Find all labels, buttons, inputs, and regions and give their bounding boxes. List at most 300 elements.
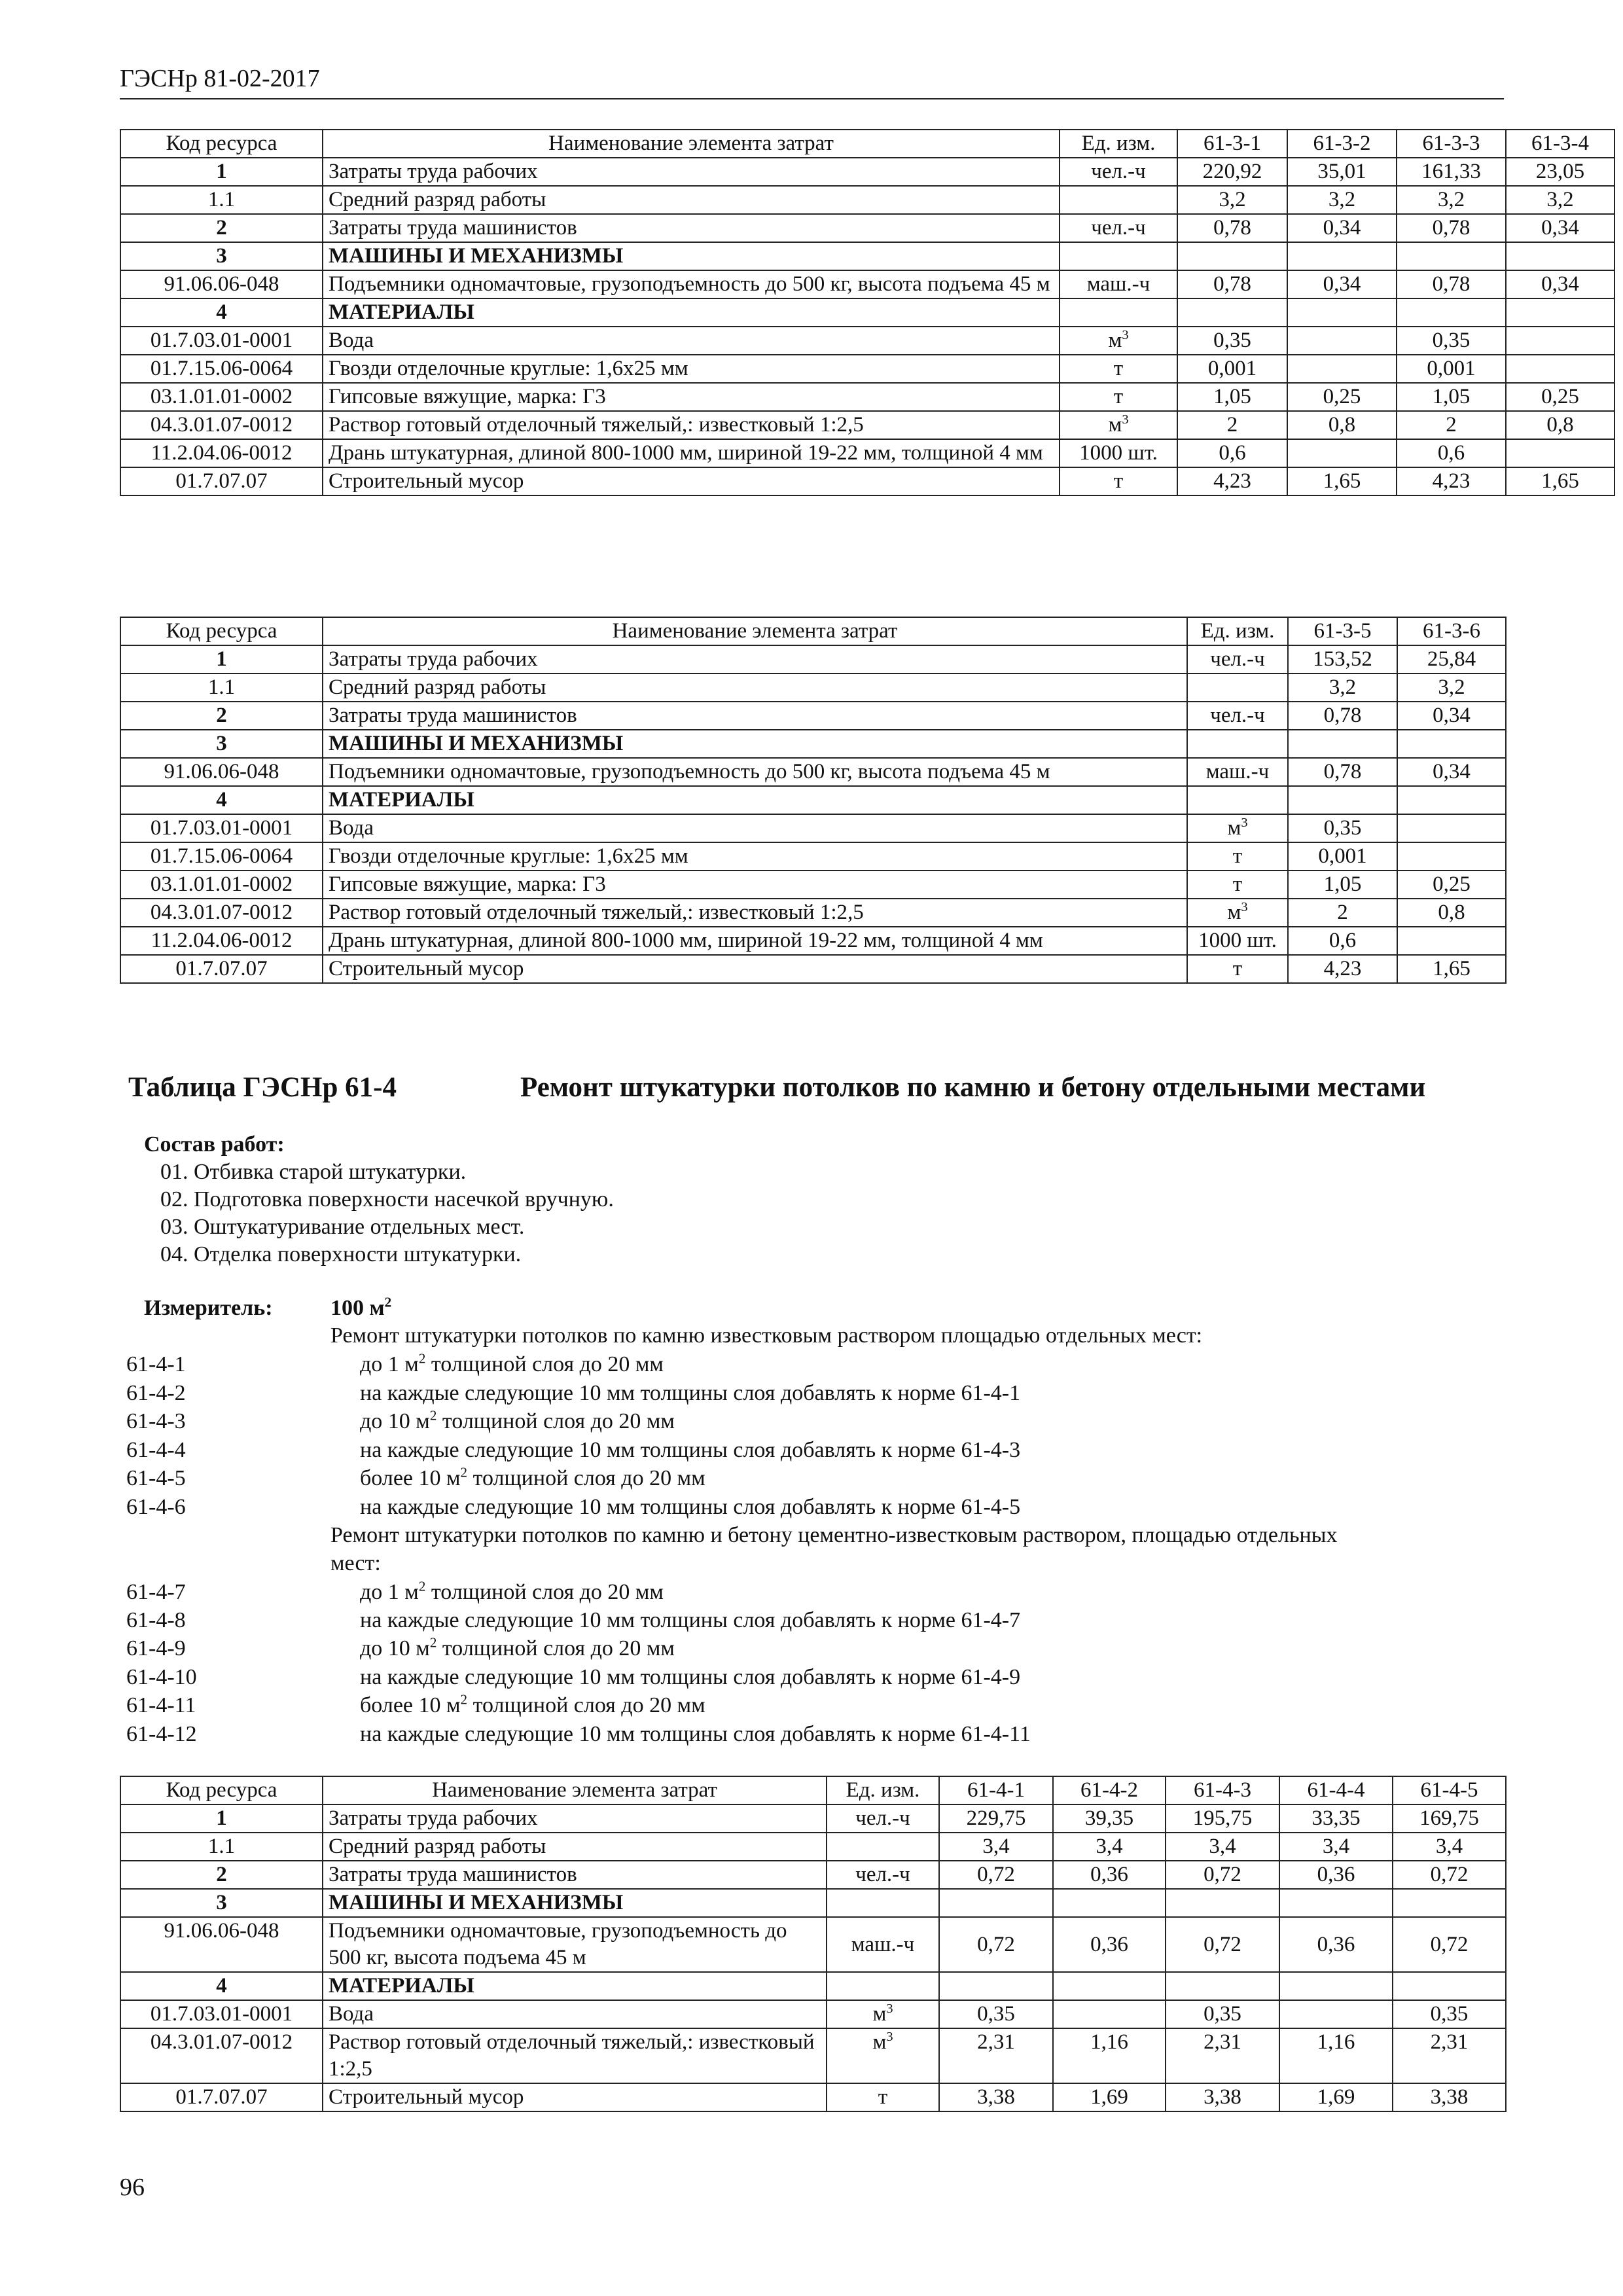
cell-value: [1506, 298, 1614, 327]
table-row: [120, 814, 1506, 842]
table-row: [120, 1861, 1506, 1889]
table-row: [120, 645, 1506, 673]
cell-value: 153,52: [1288, 645, 1397, 673]
cell-value: [1053, 1889, 1166, 1917]
cell-value: 229,75: [939, 1804, 1053, 1833]
item-description: [360, 1409, 675, 1434]
cell-value: 0,35: [1393, 2000, 1506, 2028]
table-header-row: [120, 1776, 1506, 1804]
cell-value: 1,16: [1053, 2028, 1166, 2083]
table-row: [120, 758, 1506, 786]
cell-name: МАШИНЫ И МЕХАНИЗМЫ: [323, 730, 1187, 758]
col-header-norm: 61-3-2: [1287, 130, 1397, 158]
cell-value: 0,36: [1279, 1861, 1393, 1889]
item-description: [360, 1495, 1020, 1520]
cell-value: 0,78: [1397, 270, 1506, 298]
cell-unit: чел.-ч: [1187, 645, 1288, 673]
cell-value: 2: [1288, 899, 1397, 927]
cell-value: 3,4: [1393, 1833, 1506, 1861]
cell-value: 0,36: [1279, 1917, 1393, 1972]
cell-value: 0,72: [1166, 1917, 1279, 1972]
cell-unit: чел.-ч: [827, 1804, 939, 1833]
cell-code: 1.1: [120, 1833, 323, 1861]
cell-value: 0,78: [1288, 702, 1397, 730]
cell-name: Затраты труда рабочих: [323, 1804, 827, 1833]
group-description: Ремонт штукатурки потолков по камню и бетону цементно-известковым раствором, площадью отдельных: [330, 1523, 1338, 1547]
item-code: 61-4-7: [126, 1580, 186, 1604]
cell-code: 01.7.07.07: [120, 2083, 323, 2111]
cell-value: 0,72: [1393, 1861, 1506, 1889]
cell-value: [1287, 327, 1397, 355]
col-header-name: Наименование элемента затрат: [323, 617, 1187, 645]
cell-code: 4: [120, 786, 323, 814]
cell-value: 2: [1177, 411, 1287, 439]
cell-code: 4: [120, 298, 323, 327]
col-header-norm: 61-3-1: [1177, 130, 1287, 158]
cell-name: Затраты труда рабочих: [323, 158, 1060, 186]
cell-value: 0,78: [1177, 214, 1287, 242]
cell-value: 0,001: [1397, 355, 1506, 383]
cell-value: 39,35: [1053, 1804, 1166, 1833]
cell-value: 1,69: [1053, 2083, 1166, 2111]
item-text: на каждые следующие 10 мм толщины слоя добавлять к норме 61-4-3: [360, 1438, 1021, 1462]
cell-name: Раствор готовый отделочный тяжелый,: известковый 1:2,5: [323, 411, 1060, 439]
col-header-norm: 61-3-3: [1397, 130, 1506, 158]
table-row: [120, 786, 1506, 814]
cell-unit: [1187, 673, 1288, 702]
cell-value: 3,4: [1053, 1833, 1166, 1861]
unit-sup: 3: [886, 2030, 893, 2044]
unit-text: м: [1108, 413, 1122, 437]
table-row: [120, 270, 1614, 298]
cell-value: [1397, 927, 1506, 955]
cell-name: Гипсовые вяжущие, марка: Г3: [323, 383, 1060, 411]
cell-unit: [827, 1972, 939, 2000]
item-code: 61-4-11: [126, 1693, 196, 1717]
norms-table-61-3-1-to-4: [120, 129, 1615, 496]
cell-value: 0,34: [1506, 214, 1614, 242]
cell-name: Затраты труда машинистов: [323, 702, 1187, 730]
item-code: 61-4-9: [126, 1636, 186, 1660]
cell-name: Средний разряд работы: [323, 186, 1060, 214]
cell-name: Вода: [323, 814, 1187, 842]
cell-value: 0,8: [1287, 411, 1397, 439]
item-description: [360, 1608, 1020, 1633]
cell-code: 1.1: [120, 186, 323, 214]
cell-value: 0,72: [939, 1917, 1053, 1972]
group-description: мест:: [330, 1551, 381, 1575]
cell-value: 0,72: [1393, 1917, 1506, 1972]
cell-value: 0,25: [1287, 383, 1397, 411]
table-row: [120, 411, 1614, 439]
cell-unit: [1187, 786, 1288, 814]
item-text: толщиной слоя до 20 мм: [437, 1409, 675, 1433]
table-row: [120, 1833, 1506, 1861]
table-row: [120, 1889, 1506, 1917]
unit-sup: 3: [1122, 328, 1129, 342]
item-sup: 2: [429, 1407, 437, 1424]
work-composition-item: 02. Подготовка поверхности насечкой вручную.: [160, 1187, 614, 1211]
cell-code: 2: [120, 1861, 323, 1889]
cell-value: 3,38: [1166, 2083, 1279, 2111]
item-text: до 10 м: [360, 1636, 430, 1660]
item-text: толщиной слоя до 20 мм: [437, 1636, 675, 1660]
cell-unit: т: [1187, 842, 1288, 870]
measure-value-text: 100 м: [330, 1296, 385, 1320]
table-row: [120, 1917, 1506, 1972]
cell-value: [939, 1889, 1053, 1917]
cell-value: 0,34: [1506, 270, 1614, 298]
header-rule: [120, 98, 1504, 99]
item-text: на каждые следующие 10 мм толщины слоя добавлять к норме 61-4-7: [360, 1608, 1021, 1632]
cell-value: 4,23: [1177, 467, 1287, 495]
cell-value: 35,01: [1287, 158, 1397, 186]
cell-value: 0,34: [1287, 214, 1397, 242]
cell-unit: чел.-ч: [1060, 214, 1177, 242]
cell-value: 0,34: [1397, 758, 1506, 786]
cell-unit: [1187, 814, 1288, 842]
cell-name: Затраты труда машинистов: [323, 1861, 827, 1889]
measure-value: [330, 1296, 391, 1321]
item-description: [360, 1580, 664, 1605]
cell-value: [1287, 298, 1397, 327]
col-header-norm: 61-3-5: [1288, 617, 1397, 645]
cell-value: 0,35: [939, 2000, 1053, 2028]
item-code: 61-4-8: [126, 1608, 186, 1632]
cell-value: [1287, 439, 1397, 467]
cell-unit: [1060, 242, 1177, 270]
cell-name: Раствор готовый отделочный тяжелый,: известковый 1:2,5: [323, 2028, 827, 2083]
cell-code: 3: [120, 242, 323, 270]
cell-name: Дрань штукатурная, длиной 800-1000 мм, шириной 19-22 мм, толщиной 4 мм: [323, 439, 1060, 467]
cell-name: Гипсовые вяжущие, марка: Г3: [323, 870, 1187, 899]
item-description: [360, 1636, 675, 1661]
cell-value: [1397, 242, 1506, 270]
item-text: толщиной слоя до 20 мм: [425, 1352, 664, 1376]
cell-code: 01.7.03.01-0001: [120, 814, 323, 842]
measure-label: Измеритель:: [144, 1296, 273, 1320]
cell-value: 0,35: [1397, 327, 1506, 355]
cell-name: МАШИНЫ И МЕХАНИЗМЫ: [323, 1889, 827, 1917]
table-row: [120, 2000, 1506, 2028]
table-row: [120, 1804, 1506, 1833]
cell-value: 0,001: [1177, 355, 1287, 383]
cell-code: 2: [120, 702, 323, 730]
cell-code: 3: [120, 730, 323, 758]
cell-value: 3,2: [1288, 673, 1397, 702]
table-row: [120, 673, 1506, 702]
item-code: 61-4-6: [126, 1495, 186, 1519]
table-header-row: [120, 130, 1614, 158]
cell-value: 0,8: [1397, 899, 1506, 927]
cell-value: [1288, 786, 1397, 814]
cell-value: 1,05: [1177, 383, 1287, 411]
cell-code: 03.1.01.01-0002: [120, 870, 323, 899]
item-text: толщиной слоя до 20 мм: [467, 1693, 705, 1717]
table-row: [120, 955, 1506, 983]
cell-code: 04.3.01.07-0012: [120, 2028, 323, 2083]
item-text: более 10 м: [360, 1693, 461, 1717]
cell-value: [1177, 298, 1287, 327]
col-header-norm: 61-4-5: [1393, 1776, 1506, 1804]
unit-sup: 3: [1122, 412, 1129, 427]
measure-value-sup: 2: [384, 1294, 392, 1310]
table-row: [120, 1972, 1506, 2000]
cell-value: [1506, 327, 1614, 355]
cell-unit: [827, 1833, 939, 1861]
col-header-unit: Ед. изм.: [1060, 130, 1177, 158]
item-sup: 2: [429, 1634, 437, 1651]
item-description: [360, 1722, 1031, 1747]
unit-sup: 3: [886, 2001, 893, 2016]
cell-value: 1,05: [1288, 870, 1397, 899]
cell-unit: [1060, 411, 1177, 439]
cell-name: Строительный мусор: [323, 467, 1060, 495]
cell-value: 2: [1397, 411, 1506, 439]
cell-name: МАТЕРИАЛЫ: [323, 298, 1060, 327]
work-composition-item: 04. Отделка поверхности штукатурки.: [160, 1242, 522, 1266]
cell-code: 4: [120, 1972, 323, 2000]
cell-code: 11.2.04.06-0012: [120, 439, 323, 467]
work-composition-heading: Состав работ:: [144, 1132, 285, 1157]
cell-value: 0,78: [1177, 270, 1287, 298]
cell-unit: маш.-ч: [827, 1917, 939, 1972]
running-header: ГЭСНр 81-02-2017: [120, 65, 320, 92]
col-header-unit: Ед. изм.: [1187, 617, 1288, 645]
cell-value: 0,35: [1288, 814, 1397, 842]
table-row: [120, 870, 1506, 899]
cell-name: Гвозди отделочные круглые: 1,6х25 мм: [323, 355, 1060, 383]
table-row: [120, 730, 1506, 758]
cell-value: 220,92: [1177, 158, 1287, 186]
cell-unit: [827, 2000, 939, 2028]
cell-unit: чел.-ч: [1060, 158, 1177, 186]
cell-value: 25,84: [1397, 645, 1506, 673]
item-text: толщиной слоя до 20 мм: [467, 1466, 705, 1490]
table-row: [120, 327, 1614, 355]
cell-value: [1287, 355, 1397, 383]
section-title: Ремонт штукатурки потолков по камню и бетону отдельными местами: [520, 1072, 1426, 1103]
cell-value: 0,72: [939, 1861, 1053, 1889]
cell-value: 1,65: [1287, 467, 1397, 495]
cell-unit: маш.-ч: [1187, 758, 1288, 786]
cell-unit: 1000 шт.: [1060, 439, 1177, 467]
page-number: 96: [120, 2174, 145, 2201]
item-text: до 1 м: [360, 1352, 419, 1376]
item-code: 61-4-4: [126, 1438, 186, 1462]
unit-sup: 3: [1241, 900, 1248, 914]
unit-text: м: [1227, 901, 1241, 924]
cell-value: 0,6: [1177, 439, 1287, 467]
cell-value: [1279, 1972, 1393, 2000]
cell-unit: т: [1060, 383, 1177, 411]
item-code: 61-4-2: [126, 1381, 186, 1405]
table-row: [120, 899, 1506, 927]
item-description: [360, 1466, 705, 1491]
cell-value: 23,05: [1506, 158, 1614, 186]
cell-value: 0,78: [1397, 214, 1506, 242]
unit-text: м: [1108, 329, 1122, 352]
item-sup: 2: [418, 1350, 426, 1367]
cell-value: 0,36: [1053, 1861, 1166, 1889]
col-header-norm: 61-3-4: [1506, 130, 1614, 158]
cell-unit: чел.-ч: [1187, 702, 1288, 730]
cell-value: 3,4: [939, 1833, 1053, 1861]
cell-code: 1: [120, 1804, 323, 1833]
cell-value: 2,31: [1393, 2028, 1506, 2083]
col-header-norm: 61-4-3: [1166, 1776, 1279, 1804]
cell-code: 03.1.01.01-0002: [120, 383, 323, 411]
cell-code: 04.3.01.07-0012: [120, 899, 323, 927]
table-row: [120, 298, 1614, 327]
cell-code: 1: [120, 645, 323, 673]
cell-name: МАТЕРИАЛЫ: [323, 1972, 827, 2000]
cell-value: 0,72: [1166, 1861, 1279, 1889]
cell-value: 1,65: [1506, 467, 1614, 495]
cell-code: 01.7.15.06-0064: [120, 355, 323, 383]
work-composition-item: 01. Отбивка старой штукатурки.: [160, 1160, 467, 1184]
cell-value: 1,69: [1279, 2083, 1393, 2111]
col-header-norm: 61-4-1: [939, 1776, 1053, 1804]
cell-name: Средний разряд работы: [323, 673, 1187, 702]
cell-name: Средний разряд работы: [323, 1833, 827, 1861]
cell-code: 91.06.06-048: [120, 270, 323, 298]
cell-value: 33,35: [1279, 1804, 1393, 1833]
cell-code: 01.7.07.07: [120, 955, 323, 983]
cell-code: 1.1: [120, 673, 323, 702]
item-description: [360, 1352, 664, 1377]
item-description: [360, 1438, 1020, 1463]
cell-value: [1397, 786, 1506, 814]
col-header-unit: Ед. изм.: [827, 1776, 939, 1804]
norms-table-61-3-5-to-6: [120, 617, 1507, 984]
cell-value: [1287, 242, 1397, 270]
cell-value: 161,33: [1397, 158, 1506, 186]
cell-value: 0,78: [1288, 758, 1397, 786]
cell-value: [1166, 1889, 1279, 1917]
cell-name: МАШИНЫ И МЕХАНИЗМЫ: [323, 242, 1060, 270]
cell-value: 0,35: [1166, 2000, 1279, 2028]
unit-sup: 3: [1241, 816, 1248, 830]
work-composition-item: 03. Оштукатуривание отдельных мест.: [160, 1215, 525, 1239]
cell-value: 4,23: [1397, 467, 1506, 495]
item-text: до 1 м: [360, 1580, 419, 1604]
cell-value: [1506, 439, 1614, 467]
cell-value: 3,2: [1397, 673, 1506, 702]
cell-value: [1053, 1972, 1166, 2000]
item-sup: 2: [460, 1691, 468, 1708]
cell-value: 0,6: [1397, 439, 1506, 467]
cell-value: [1397, 298, 1506, 327]
item-text: более 10 м: [360, 1466, 461, 1490]
cell-value: [1397, 842, 1506, 870]
cell-value: 0,25: [1506, 383, 1614, 411]
table-row: [120, 355, 1614, 383]
cell-code: 91.06.06-048: [120, 1917, 323, 1972]
cell-value: 3,38: [939, 2083, 1053, 2111]
col-header-code: Код ресурса: [120, 130, 323, 158]
table-row: [120, 383, 1614, 411]
cell-value: 3,4: [1279, 1833, 1393, 1861]
cell-name: Раствор готовый отделочный тяжелый,: известковый 1:2,5: [323, 899, 1187, 927]
cell-code: 04.3.01.07-0012: [120, 411, 323, 439]
cell-value: 0,8: [1506, 411, 1614, 439]
group-description: Ремонт штукатурки потолков по камню известковым раствором площадью отдельных мест:: [330, 1323, 1203, 1348]
cell-name: Затраты труда рабочих: [323, 645, 1187, 673]
cell-value: 2,31: [939, 2028, 1053, 2083]
cell-value: 2,31: [1166, 2028, 1279, 2083]
table-header-row: [120, 617, 1506, 645]
cell-name: Строительный мусор: [323, 955, 1187, 983]
unit-text: м: [872, 2002, 887, 2026]
cell-value: 0,25: [1397, 870, 1506, 899]
table-row: [120, 242, 1614, 270]
cell-unit: т: [827, 2083, 939, 2111]
cell-value: [1053, 2000, 1166, 2028]
unit-text: м: [872, 2030, 887, 2054]
cell-value: 0,35: [1177, 327, 1287, 355]
item-code: 61-4-1: [126, 1352, 186, 1376]
cell-value: 0,001: [1288, 842, 1397, 870]
item-text: на каждые следующие 10 мм толщины слоя добавлять к норме 61-4-9: [360, 1665, 1021, 1689]
cell-unit: [1060, 327, 1177, 355]
item-text: на каждые следующие 10 мм толщины слоя добавлять к норме 61-4-1: [360, 1381, 1021, 1405]
cell-value: [1506, 242, 1614, 270]
cell-code: 2: [120, 214, 323, 242]
cell-value: [1279, 2000, 1393, 2028]
item-text: до 10 м: [360, 1409, 430, 1433]
col-header-name: Наименование элемента затрат: [323, 130, 1060, 158]
cell-code: 01.7.07.07: [120, 467, 323, 495]
cell-value: 3,2: [1506, 186, 1614, 214]
cell-value: [1393, 1889, 1506, 1917]
cell-value: 169,75: [1393, 1804, 1506, 1833]
cell-unit: т: [1187, 955, 1288, 983]
cell-unit: чел.-ч: [827, 1861, 939, 1889]
norms-table-61-4-1-to-5: [120, 1776, 1507, 2112]
cell-value: 1,16: [1279, 2028, 1393, 2083]
col-header-norm: 61-4-4: [1279, 1776, 1393, 1804]
cell-name: Вода: [323, 2000, 827, 2028]
item-code: 61-4-12: [126, 1722, 197, 1746]
cell-value: [939, 1972, 1053, 2000]
item-text: толщиной слоя до 20 мм: [425, 1580, 664, 1604]
cell-unit: [827, 1889, 939, 1917]
cell-value: 0,6: [1288, 927, 1397, 955]
table-row: [120, 702, 1506, 730]
table-row: [120, 158, 1614, 186]
unit-text: м: [1227, 816, 1241, 840]
cell-unit: т: [1060, 355, 1177, 383]
cell-unit: [1187, 730, 1288, 758]
table-row: [120, 467, 1614, 495]
cell-value: 3,38: [1393, 2083, 1506, 2111]
item-sup: 2: [460, 1464, 468, 1480]
cell-name: Затраты труда машинистов: [323, 214, 1060, 242]
cell-value: 3,2: [1397, 186, 1506, 214]
col-header-norm: 61-4-2: [1053, 1776, 1166, 1804]
table-row: [120, 842, 1506, 870]
cell-unit: [827, 2028, 939, 2083]
col-header-norm: 61-3-6: [1397, 617, 1506, 645]
cell-unit: [1060, 298, 1177, 327]
cell-value: [1166, 1972, 1279, 2000]
item-code: 61-4-10: [126, 1665, 197, 1689]
table-row: [120, 2083, 1506, 2111]
cell-code: 01.7.15.06-0064: [120, 842, 323, 870]
cell-value: 3,4: [1166, 1833, 1279, 1861]
cell-value: 0,36: [1053, 1917, 1166, 1972]
